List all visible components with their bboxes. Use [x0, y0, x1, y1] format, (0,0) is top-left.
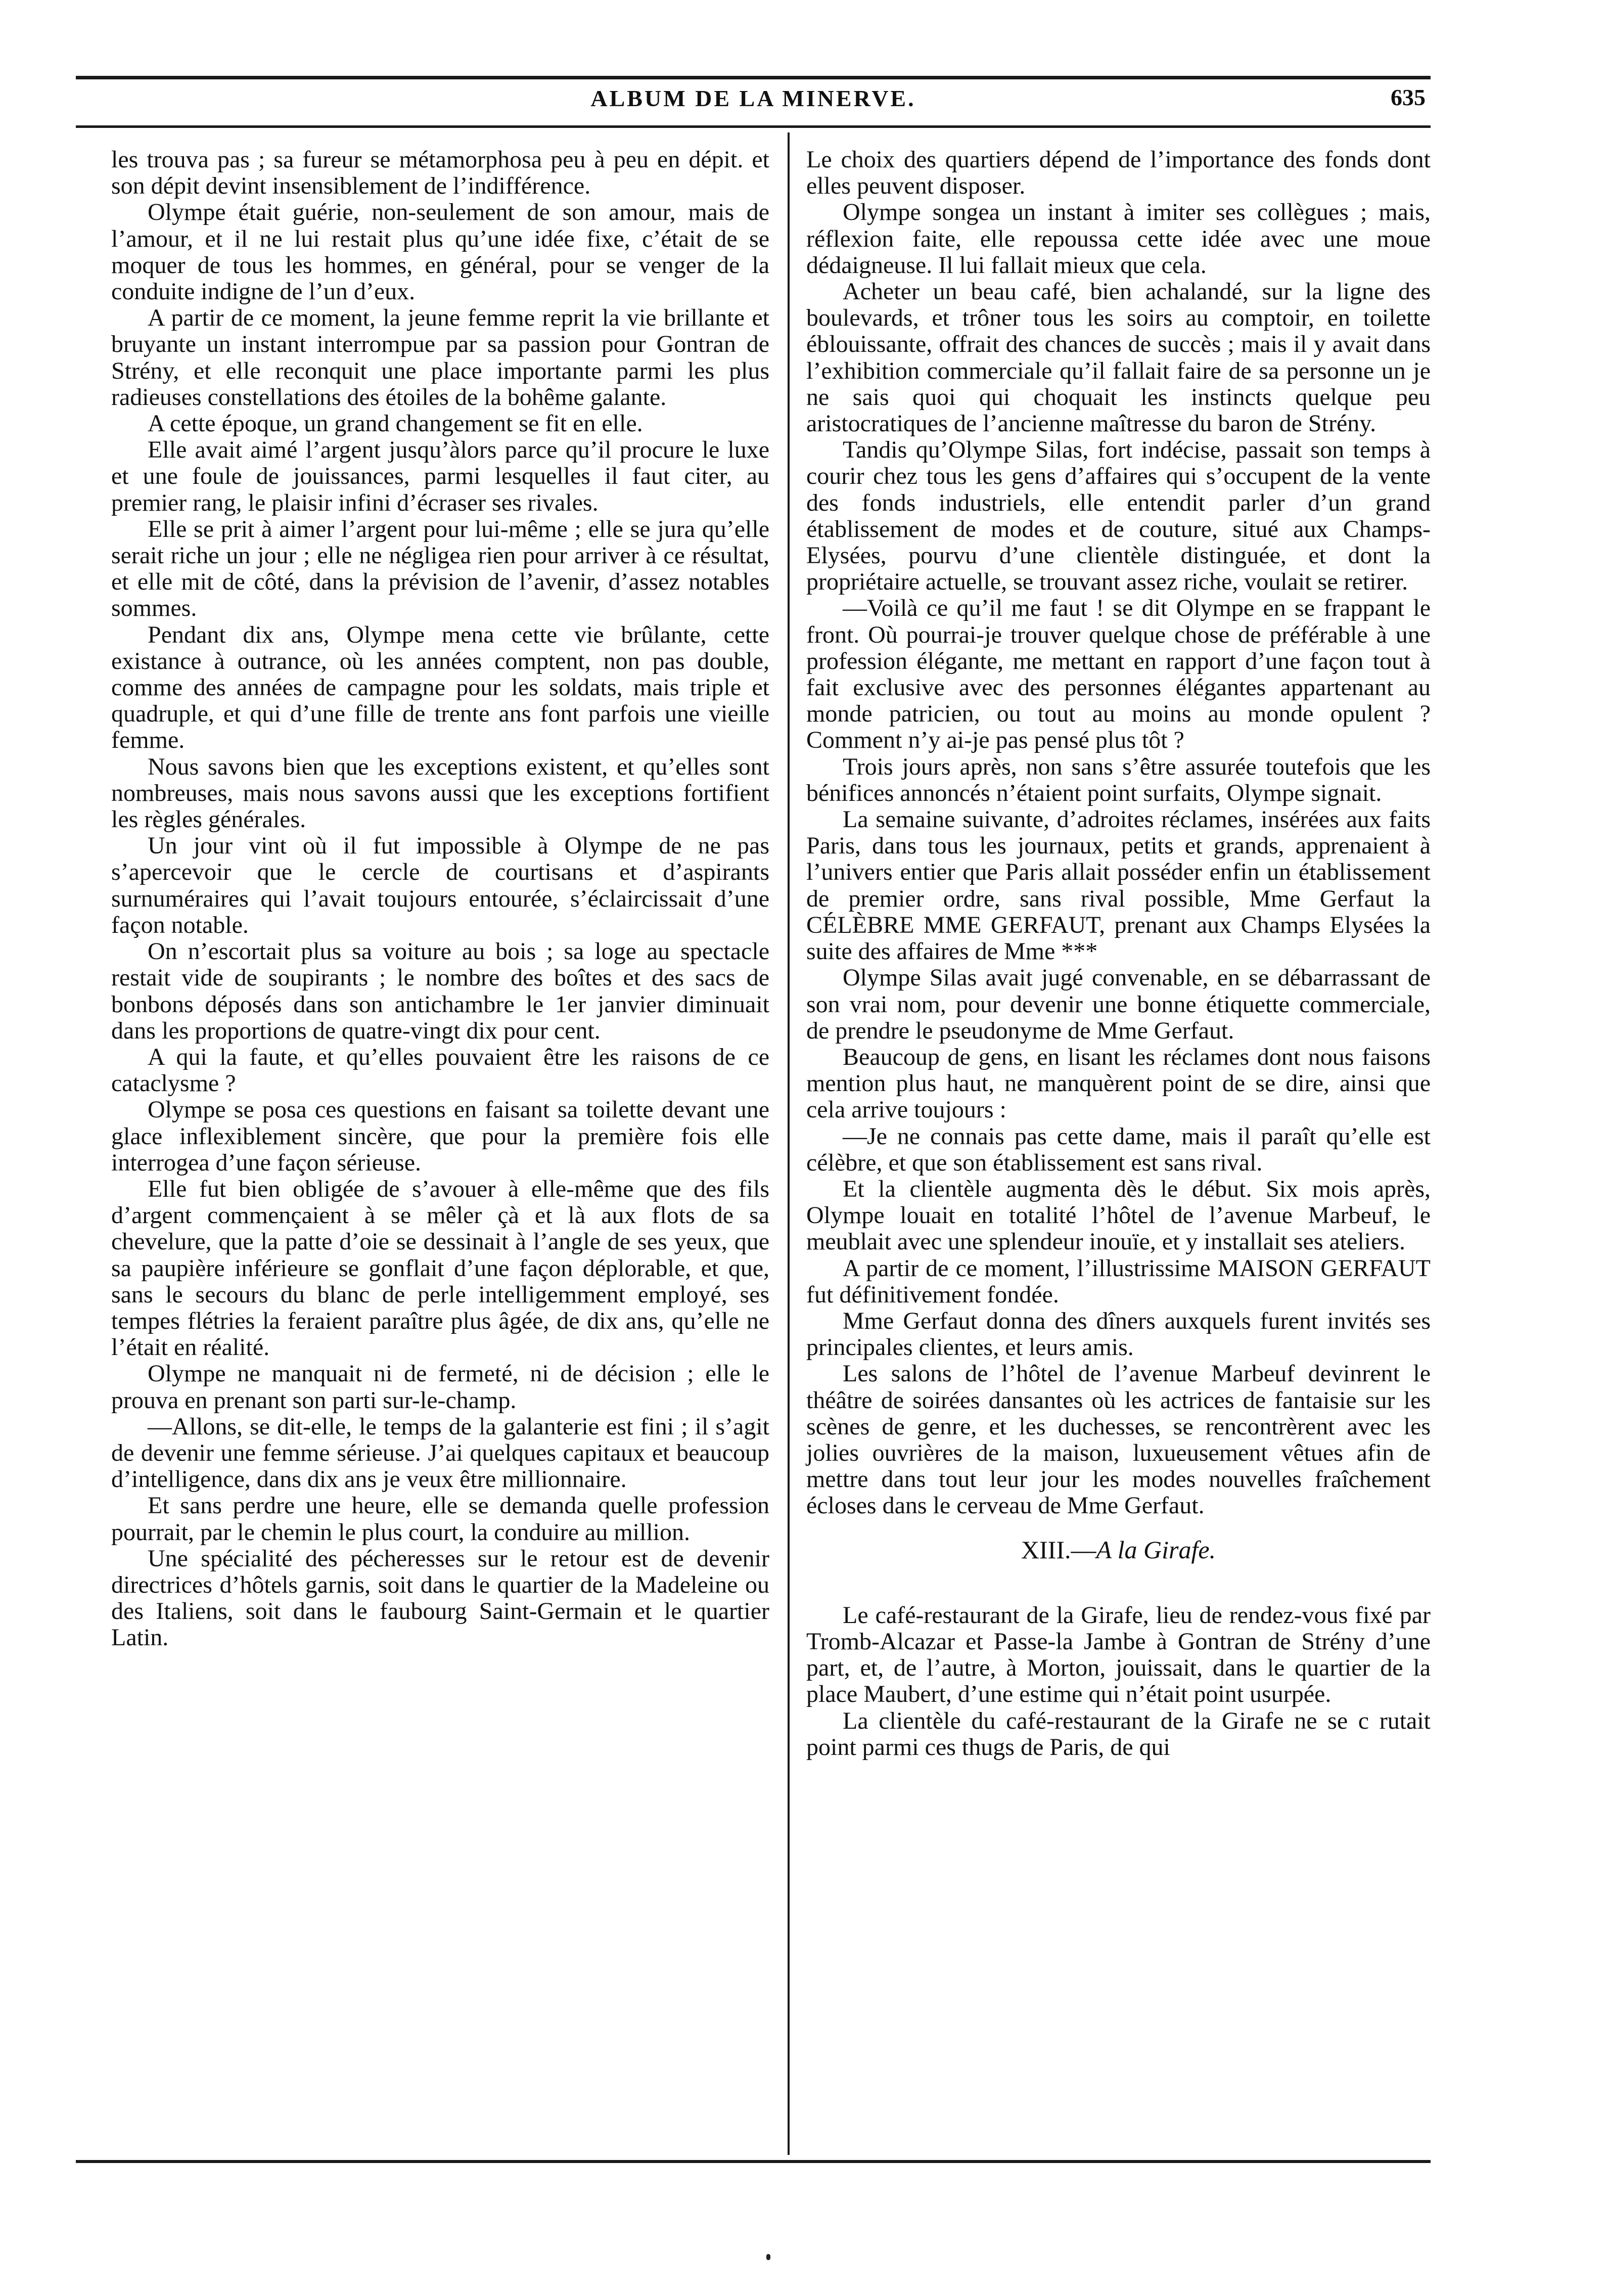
header-bottom-rule — [76, 125, 1431, 128]
left-column — [111, 147, 769, 1651]
paragraph: Le café-restaurant de la Girafe, lieu de rendez-vous fixé par Tromb-Alcazar et Passe-la Jambe à Gontran de Strény d’une part, et, de l’autre, à Morton, jouissait, dans le quartier de la place Maubert, d’une estime qui n’était point usurpée. — [806, 1601, 1431, 1708]
paragraph: Acheter un beau café, bien achalandé, sur la ligne des boulevards, et trôner tous les soirs au comptoir, en toilette éblouissante, offrait des chances de succès ; mais il y avait dans l’exhibition commerciale qu’il fallait faire de sa personne un je ne sais quoi qui choquait les instincts quelque peu aristocratiques de l’ancienne maîtresse du baron de Strény. — [806, 278, 1431, 437]
paragraph: Nous savons bien que les exceptions existent, et qu’elles sont nombreuses, mais nous savons aussi que les exceptions fortifient les règles générales. — [111, 753, 769, 833]
paragraph: Les salons de l’hôtel de l’avenue Marbeuf devinrent le théâtre de soirées dansantes où les actrices de fantaisie sur les scènes de genre, et les duchesses, se rencontrèrent avec les jolies ouvrières de la maison, luxueusement vêtues afin de mettre dans tout leur jour les modes nouvelles fraîchement écloses dans le cerveau de Mme Gerfaut. — [806, 1360, 1431, 1519]
ink-speck — [766, 2254, 770, 2260]
paragraph: Olympe songea un instant à imiter ses collègues ; mais, réflexion faite, elle repoussa cette idée avec une moue dédaigneuse. Il lui fallait mieux que cela. — [806, 199, 1431, 279]
paragraph: Et la clientèle augmenta dès le début. Six mois après, Olympe louait en totalité l’hôtel de l’avenue Marbeuf, le meublait avec une splendeur inouïe, et y installait ses ateliers. — [806, 1175, 1431, 1255]
right-column — [806, 147, 1431, 1761]
paragraph: Mme Gerfaut donna des dîners auxquels furent invités ses principales clientes, et leurs amis. — [806, 1307, 1431, 1361]
paragraph: —Allons, se dit-elle, le temps de la galanterie est fini ; il s’agit de devenir une femme sérieuse. J’ai quelques capitaux et beaucoup d’intelligence, dans dix ans je veux être millionnaire. — [111, 1413, 769, 1493]
paragraph: Un jour vint où il fut impossible à Olympe de ne pas s’apercevoir que le cercle de courtisans et d’aspirants surnuméraires qui l’avait toujours entourée, s’éclaircissait d’une façon notable. — [111, 832, 769, 938]
paragraph: Le choix des quartiers dépend de l’importance des fonds dont elles peuvent disposer. — [806, 146, 1431, 200]
paragraph: A qui la faute, et qu’elles pouvaient être les raisons de ce cataclysme ? — [111, 1043, 769, 1097]
paragraph: Olympe était guérie, non-seulement de son amour, mais de l’amour, et il ne lui restait plus qu’une idée fixe, c’était de se moquer de tous les hommes, en général, pour se venger de la conduite indigne de l’un d’eux. — [111, 199, 769, 305]
paragraph: —Je ne connais pas cette dame, mais il paraît qu’elle est célèbre, et que son établissement est sans rival. — [806, 1122, 1431, 1176]
footer-rule — [76, 2160, 1431, 2163]
paragraph: La clientèle du café-restaurant de la Girafe ne se c rutait point parmi ces thugs de Paris, de qui — [806, 1707, 1431, 1761]
paragraph: Elle fut bien obligée de s’avouer à elle-même que des fils d’argent commençaient à se mêler çà et là aux flots de sa chevelure, que la patte d’oie se dessinait à l’angle de ses yeux, que sa paupière inférieure se gonflait d’une façon déplorable, et que, sans le secours du blanc de perle intelligemment employé, ses tempes flétries la feraient paraître plus âgée, de dix ans, qu’elle ne l’était en réalité. — [111, 1175, 769, 1361]
section-heading — [806, 1537, 1431, 1563]
paragraph: A partir de ce moment, l’illustrissime MAISON GERFAUT fut définitivement fondée. — [806, 1254, 1431, 1308]
paragraph: Beaucoup de gens, en lisant les réclames dont nous faisons mention plus haut, ne manquèrent point de se dire, ainsi que cela arrive toujours : — [806, 1043, 1431, 1123]
paragraph: Elle avait aimé l’argent jusqu’àlors parce qu’il procure le luxe et une foule de jouissances, parmi lesquelles il faut citer, au premier rang, le plaisir infini d’écraser ses rivales. — [111, 436, 769, 516]
section-title: A la Girafe. — [1096, 1535, 1216, 1564]
paragraph: A partir de ce moment, la jeune femme reprit la vie brillante et bruyante un instant interrompue par sa passion pour Gontran de Strény, et elle reconquit une place importante parmi les plus radieuses constellations des étoiles de la bohême galante. — [111, 304, 769, 411]
paragraph: Une spécialité des pécheresses sur le retour est de devenir directrices d’hôtels garnis, soit dans le quartier de la Madeleine ou des Italiens, soit dans le faubourg Saint-Germain et le quartier Latin. — [111, 1545, 769, 1651]
running-title: ALBUM DE LA MINERVE. — [590, 85, 916, 111]
paragraph: A cette époque, un grand changement se fit en elle. — [148, 410, 643, 437]
paragraph: La semaine suivante, d’adroites réclames, insérées aux faits Paris, dans tous les journaux, petits et grands, apprenaient à l’univers entier que Paris allait posséder enfin un établissement de premier ordre, sans rival possible, Mme Gerfaut la CÉLÈBRE MME GERFAUT, prenant aux Champs Elysées la suite des affaires de Mme *** — [806, 806, 1431, 965]
paragraph: Et sans perdre une heure, elle se demanda quelle profession pourrait, par le chemin le plus court, la conduire au million. — [111, 1492, 769, 1546]
paragraph: Elle se prit à aimer l’argent pour lui-même ; elle se jura qu’elle serait riche un jour ; elle ne négligea rien pour arriver à ce résultat, et elle mit de côté, dans la prévision de l’avenir, d’assez notables sommes. — [111, 515, 769, 622]
paragraph: Trois jours après, non sans s’être assurée toutefois que les bénifices annoncés n’étaient point surfaits, Olympe signait. — [806, 753, 1431, 806]
section-number: XIII.— — [1021, 1535, 1096, 1564]
paragraph: On n’escortait plus sa voiture au bois ; sa loge au spectacle restait vide de soupirants ; le nombre des boîtes et des sacs de bonbons déposés dans son antichambre le 1er janvier diminuait dans les proportions de quatre-vingt dix pour cent. — [111, 938, 769, 1044]
paragraph: Olympe Silas avait jugé convenable, en se débarrassant de son vrai nom, pour devenir une bonne étiquette commerciale, de prendre le pseudonyme de Mme Gerfaut. — [806, 964, 1431, 1044]
paragraph: Olympe ne manquait ni de fermeté, ni de décision ; elle le prouva en prenant son parti sur-le-champ. — [111, 1360, 769, 1414]
paragraph: Olympe se posa ces questions en faisant sa toilette devant une glace inflexiblement sincère, que pour la première fois elle interrogea d’une façon sérieuse. — [111, 1096, 769, 1176]
page-number: 635 — [1391, 84, 1426, 110]
paragraph: —Voilà ce qu’il me faut ! se dit Olympe en se frappant le front. Où pourrai-je trouver quelque chose de préférable à une profession élégante, me mettant en rapport d’une façon tout à fait exclusive avec des personnes élégantes appartenant au monde patricien, ou tout au moins au monde opulent ? Comment n’y ai-je pas pensé plus tôt ? — [806, 595, 1431, 754]
column-divider — [788, 132, 790, 2155]
header-top-rule — [76, 76, 1431, 79]
paragraph: les trouva pas ; sa fureur se métamorphosa peu à peu en dépit. et son dépit devint insensiblement de l’indifférence. — [111, 146, 769, 200]
paragraph: Pendant dix ans, Olympe mena cette vie brûlante, cette existance à outrance, où les années comptent, non pas double, comme des années de campagne pour les soldats, mais triple et quadruple, et qui d’une fille de trente ans font parfois une vieille femme. — [111, 621, 769, 754]
paragraph: Tandis qu’Olympe Silas, fort indécise, passait son temps à courir chez tous les gens d’affaires qui s’occupent de la vente des fonds industriels, elle entendit parler d’un grand établissement de modes et de couture, situé aux Champs-Elysées, pourvu d’une clientèle distinguée, et dont la propriétaire actuelle, se trouvant assez riche, voulait se retirer. — [806, 436, 1431, 596]
